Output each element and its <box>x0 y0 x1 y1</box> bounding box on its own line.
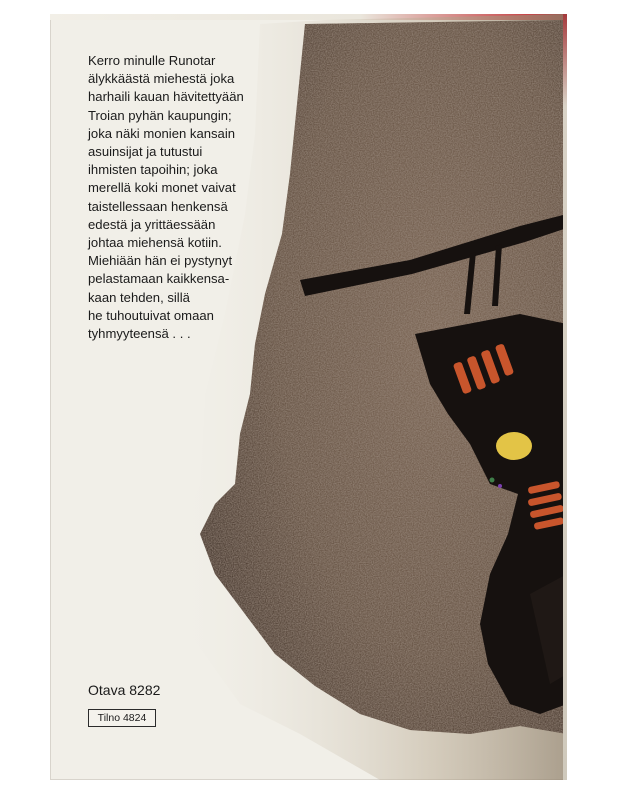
back-cover-blurb: Kerro minulle Runotar älykkäästä miehestä joka harhaili kauan hävitettyään Troian pyhän kaupungin; joka näki monien kansain asuinsijat ja tutustui ihmisten tapoihin; joka merellä koki monet vaivat taistellessaan henkensä edestä ja yrittäessään johtaa miehensä kotiin. Miehiään hän ei pystynyt pelastamaan kaikkensa- kaan tehden, sillä he tuhoutuivat omaan tyhmyyteensä . . . <box>88 53 244 342</box>
book-back-cover <box>50 14 567 780</box>
publisher-line: Otava 8282 <box>88 682 161 698</box>
cover-right-edge <box>563 14 567 780</box>
yellow-spot <box>496 432 532 460</box>
catalog-code-box: Tilno 4824 <box>88 709 156 727</box>
